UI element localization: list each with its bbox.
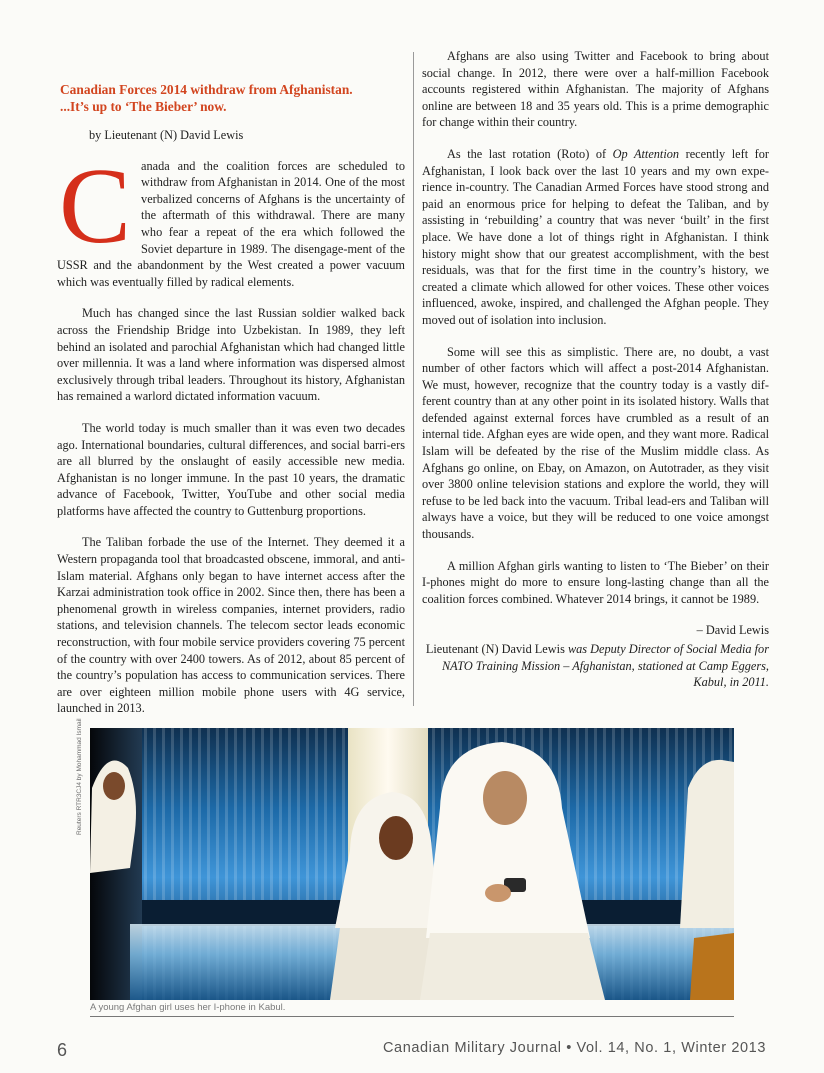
operation-name: Op Attention	[612, 146, 680, 161]
column-divider	[413, 52, 414, 706]
paragraph-4: The Taliban forbade the use of the Internet. They deemed it a Western propaganda tool that broadcasted obscene, immoral, and anti-Islam material. Afghans only began to have internet access after the Karzai administration took office in 2002. Since then, there has been a phenomenal growth in wireless companies, internet providers, radio stations, and television channels. The telecom sector leads economic reconstruction, with four mobile service providers covering 75 percent of the country with over 2400 towers. As of 2012, about 85 percent of the country’s population has access to communication services. There are over eighteen million mobile phone users with 4G service, launched in 2013.	[57, 535, 405, 716]
girl-1-headscarf	[335, 792, 440, 928]
author-bio	[422, 641, 769, 691]
paragraph-5: Afghans are also using Twitter and Facebook to bring about social change. In 2012, there were over a half-million Facebook accounts registered within Afghanistan. The majority of Afghans online are between 18 and 35 years old. This is a prime demographic for change within their country.	[422, 49, 769, 130]
photo-figures	[90, 728, 734, 1000]
right-column	[422, 48, 769, 691]
paragraph-8: A million Afghan girls wanting to listen to ‘The Bieber’ on their I-phones might do more to ensure long-lasting change than all the coalition forces combined. Whatever 2014 brings, it cannot be 1989.	[422, 558, 769, 606]
right-girl-bag	[690, 933, 734, 1000]
paragraph-1-text: anada and the coalition forces are scheduled to withdraw from Afghanistan in 2014. One of the most verbalized concerns of Afghans is the uncertainty of the aftermath of this withdrawal. There are many who fear a repeat of the era which followed the Soviet departure in 1989. The disengage-ment of the USSR and the abandonment by the West created a power vacuum which was eventually filled by radical elements.	[57, 158, 405, 289]
drop-cap: C	[59, 146, 132, 266]
left-girl-face	[103, 772, 125, 800]
girl-2-clothing	[420, 933, 605, 1000]
girl-2-hands	[485, 884, 511, 902]
article-title	[60, 81, 405, 115]
author-signature: – David Lewis	[696, 623, 769, 638]
paragraph-3: The world today is much smaller than it was even two decades ago. International boundaries, cultural differences, and social barri-ers are all blurred by the onslaught of easily accessible new media. Afghanistan is no longer immune. In the past 10 years, the dramatic advance of Facebook, Twitter, YouTube and other social media platforms have affected the country to Guttenburg proportions.	[57, 420, 405, 518]
photo-caption: A young Afghan girl uses her I-phone in Kabul.	[90, 1002, 286, 1013]
caption-rule	[90, 1016, 734, 1017]
right-girl-headscarf	[680, 760, 734, 928]
paragraph-7: Some will see this as simplistic. There are, no doubt, a vast number of other factors which will affect a post-2014 Afghanistan. We must, however, recognize that the country today is a vastly dif-ferent country than at any other point in its isolated history. Walls that defended against external forces have crumbled as a result of an internal tide. Afghan eyes are wide open, and they want more. Radical Islam will be defeated by the rise of the Muslim middle class. As Afghans go online, on Ebay, on Amazon, on Autotrader, as they visit over 3800 online television stations and explore the world, they will refuse to be led back into the vacuum. Tribal lead-ers and Taliban will always have a voice, but they will be reduced to one voice amongst thousands.	[422, 344, 769, 542]
article-title-line-1: Canadian Forces 2014 withdraw from Afghanistan.	[60, 82, 353, 97]
paragraph-6	[422, 146, 769, 329]
page-number: 6	[57, 1040, 68, 1060]
article-title-line-2: ...It’s up to ‘The Bieber’ now.	[60, 99, 227, 114]
paragraph-1	[57, 146, 405, 291]
journal-footer: Canadian Military Journal • Vol. 14, No. 1, Winter 2013	[382, 1040, 766, 1056]
author-bio-name: Lieutenant (N) David Lewis	[425, 642, 565, 656]
author-bio-text: was Deputy Director of Social Media for NATO Training Mission – Afghanistan, stationed at Camp Eggers, Kabul, in 2011.	[441, 642, 769, 690]
byline: by Lieutenant (N) David Lewis	[89, 128, 244, 142]
paragraph-2: Much has changed since the last Russian soldier walked back across the Friendship Bridge into Uzbekistan. In 1989, they left behind an isolated and parochial Afghanistan which had changed little over millennia. It was a land where information was dispersed almost exclusively through tribal leaders. Throughout its history, Afghanistan has remained a warlord dictated information vacuum.	[57, 306, 405, 404]
girl-1-face	[379, 816, 413, 860]
paragraph-6-text-a: As the last rotation (Roto) of	[447, 146, 613, 161]
left-column	[57, 48, 405, 732]
photo-credit: Reuters RTR3CJ4 by Mohammad Ismail	[76, 718, 83, 835]
article-photo	[90, 728, 734, 1000]
paragraph-6-text-b: recently left for Afghanistan, I look back over the last 10 years and my own expe-rience in-country. The Canadian Armed Forces have stood strong and paid an enormous price for helping to defeat the Taliban, and by assisting in ‘rebuilding’ a country that was never ‘built’ in the first place. We have done a lot of things right in Afghanistan. I think history might show that our greatest accomplishment, with the best residuals, was that for the first time in the country’s history, we created a climate which allowed for other voices. These other voices influenced, awoke, inspired, and challenged the Afghan people. They moved out of isolation into inclusion.	[422, 146, 770, 327]
girl-2-face	[483, 771, 527, 825]
